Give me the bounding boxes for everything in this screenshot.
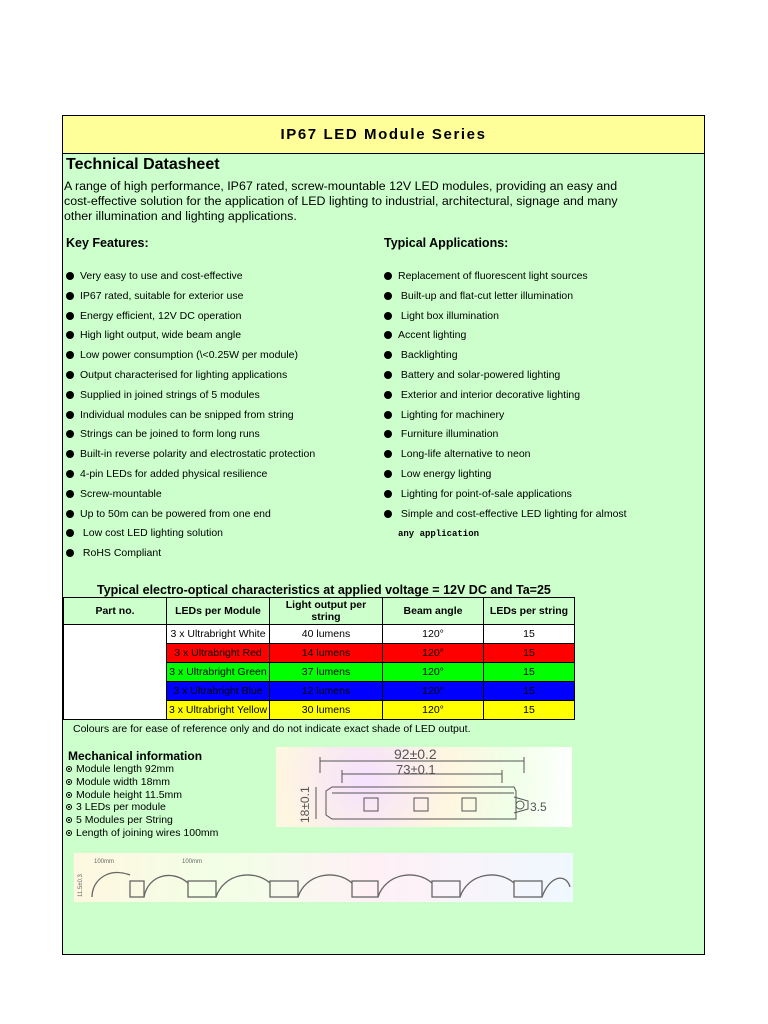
list-item: Battery and solar-powered lighting [384, 367, 627, 387]
bullet-icon [384, 470, 392, 478]
list-item: Low cost LED lighting solution [66, 525, 315, 545]
list-item: Replacement of fluorescent light sources [384, 268, 627, 288]
height-dimension-label: 11.5±0.3 [78, 874, 84, 897]
bullet-icon [66, 830, 72, 836]
list-item: Lighting for machinery [384, 407, 627, 427]
length-dimension-label: 92±0.2 [394, 747, 437, 762]
list-item: IP67 rated, suitable for exterior use [66, 288, 315, 308]
bullet-icon [66, 411, 74, 419]
list-item: Strings can be joined to form long runs [66, 426, 315, 446]
list-item: Long-life alternative to neon [384, 446, 627, 466]
table-cell: 120° [383, 644, 484, 663]
bullet-icon [66, 766, 72, 772]
list-item: Lighting for point-of-sale applications [384, 486, 627, 506]
bullet-icon [66, 391, 74, 399]
bullet-icon [66, 490, 74, 498]
list-item: High light output, wide beam angle [66, 327, 315, 347]
bullet-icon [384, 272, 392, 280]
table-cell: 120° [383, 625, 484, 644]
list-item: Backlighting [384, 347, 627, 367]
table-cell: 120° [383, 701, 484, 720]
inner-dimension-label: 73±0.1 [396, 762, 436, 777]
list-item: Furniture illumination [384, 426, 627, 446]
list-item: Accent lighting [384, 327, 627, 347]
mechanical-list [66, 763, 218, 840]
module-string-svg [74, 853, 573, 902]
table-cell: 3 x Ultrabright Blue [167, 682, 270, 701]
list-item: Up to 50m can be powered from one end [66, 506, 315, 526]
list-item: Output characterised for lighting applications [66, 367, 315, 387]
table-cell: 15 [484, 682, 575, 701]
bullet-icon [384, 391, 392, 399]
bullet-icon [66, 450, 74, 458]
list-item: Screw-mountable [66, 486, 315, 506]
column-header: LEDs per Module [167, 598, 270, 625]
table-cell: 15 [484, 701, 575, 720]
width-dimension-label: 18±0.1 [298, 786, 312, 823]
table-cell: 15 [484, 644, 575, 663]
table-cell: 15 [484, 625, 575, 644]
table-cell: 120° [383, 682, 484, 701]
list-item: Very easy to use and cost-effective [66, 268, 315, 288]
key-features-list [66, 268, 315, 565]
table-cell: 14 lumens [270, 644, 383, 663]
bullet-icon [384, 351, 392, 359]
list-item: Module height 11.5mm [66, 789, 218, 802]
bullet-icon [66, 804, 72, 810]
list-item: Length of joining wires 100mm [66, 827, 218, 840]
page-title: IP67 LED Module Series [63, 116, 704, 154]
list-item: Low energy lighting [384, 466, 627, 486]
table-cell: 3 x Ultrabright White [167, 625, 270, 644]
column-header: Beam angle [383, 598, 484, 625]
electro-optical-table [63, 597, 575, 720]
bullet-icon [384, 331, 392, 339]
bullet-icon [66, 371, 74, 379]
hole-dimension-label: 3.5 [530, 800, 547, 814]
list-item: Supplied in joined strings of 5 modules [66, 387, 315, 407]
bullet-icon [66, 510, 74, 518]
applications-tail-text: any application [398, 529, 480, 540]
list-item: Built-in reverse polarity and electrostatic protection [66, 446, 315, 466]
key-features-heading: Key Features: [66, 236, 149, 250]
section-subtitle: Technical Datasheet [66, 156, 220, 173]
bullet-icon [384, 450, 392, 458]
list-item: Module width 18mm [66, 776, 218, 789]
bullet-icon [384, 292, 392, 300]
table-cell: 3 x Ultrabright Green [167, 663, 270, 682]
bullet-icon [384, 411, 392, 419]
table-cell: 40 lumens [270, 625, 383, 644]
table-cell: 37 lumens [270, 663, 383, 682]
list-item: Low power consumption (\<0.25W per module) [66, 347, 315, 367]
datasheet-panel [62, 115, 705, 955]
colour-note: Colours are for ease of reference only and do not indicate exact shade of LED output. [73, 723, 471, 735]
bullet-icon [384, 490, 392, 498]
module-drawing-svg [276, 747, 572, 827]
mechanical-heading: Mechanical information [68, 749, 203, 763]
list-item: 3 LEDs per module [66, 801, 218, 814]
bullet-icon [384, 312, 392, 320]
table-cell: 12 lumens [270, 682, 383, 701]
table-title: Typical electro-optical characteristics at applied voltage = 12V DC and Ta=25 [97, 583, 551, 597]
part-number-cell [64, 625, 167, 720]
list-item: 5 Modules per String [66, 814, 218, 827]
column-header: Light output per string [270, 598, 383, 625]
module-pitch-label: 100mm [182, 859, 203, 865]
bullet-icon [66, 529, 74, 537]
bullet-icon [66, 331, 74, 339]
module-dimension-drawing [276, 747, 572, 827]
list-item: 4-pin LEDs for added physical resilience [66, 466, 315, 486]
column-header: Part no. [64, 598, 167, 625]
bullet-icon [66, 292, 74, 300]
list-item: Individual modules can be snipped from string [66, 407, 315, 427]
table-cell: 3 x Ultrabright Red [167, 644, 270, 663]
table-cell: 30 lumens [270, 701, 383, 720]
bullet-icon [66, 792, 72, 798]
list-item: RoHS Compliant [66, 545, 315, 565]
bullet-icon [66, 430, 74, 438]
table-row [64, 625, 575, 644]
bullet-icon [66, 312, 74, 320]
typical-applications-list [384, 268, 627, 545]
list-item: Module length 92mm [66, 763, 218, 776]
list-item: Energy efficient, 12V DC operation [66, 308, 315, 328]
bullet-icon [66, 272, 74, 280]
intro-paragraph: A range of high performance, IP67 rated, screw-mountable 12V LED modules, providing an easy and cost-effective solution for the application of LED lighting to industrial, architectural, signage and many other illumination and lighting applications. [64, 179, 618, 223]
list-item: Exterior and interior decorative lighting [384, 387, 627, 407]
bullet-icon [66, 817, 72, 823]
bullet-icon [66, 351, 74, 359]
bullet-icon [66, 549, 74, 557]
table-header-row [64, 598, 575, 625]
list-item: Light box illumination [384, 308, 627, 328]
column-header: LEDs per string [484, 598, 575, 625]
bullet-icon [384, 371, 392, 379]
table-cell: 15 [484, 663, 575, 682]
bullet-icon [66, 470, 74, 478]
list-item: Built-up and flat-cut letter illumination [384, 288, 627, 308]
table-cell: 3 x Ultrabright Yellow [167, 701, 270, 720]
typical-applications-heading: Typical Applications: [384, 236, 509, 250]
list-item: Simple and cost-effective LED lighting for almost [384, 506, 627, 526]
module-string-drawing [74, 853, 573, 902]
list-item [384, 525, 627, 545]
bullet-icon [384, 430, 392, 438]
table-cell: 120° [383, 663, 484, 682]
wire-length-label: 100mm [94, 859, 115, 865]
bullet-icon [66, 779, 72, 785]
bullet-icon [384, 510, 392, 518]
